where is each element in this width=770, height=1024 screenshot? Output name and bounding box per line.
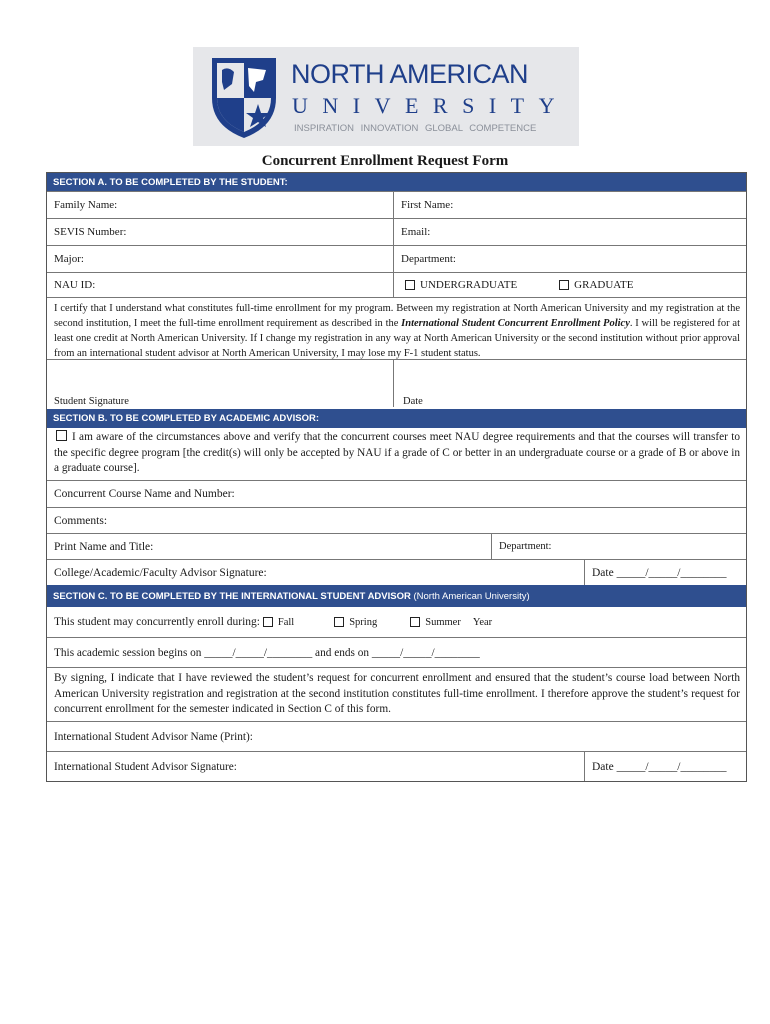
university-logo [193, 47, 579, 146]
family-name-field[interactable]: Family Name: [54, 199, 118, 211]
session-dates-field[interactable]: This academic session begins on _____/_____/________ and ends on _____/_____/________ [54, 646, 480, 659]
advisor-signature-row [47, 559, 746, 585]
student-signature-label: Student Signature [54, 396, 129, 407]
section-b-header: SECTION B. TO BE COMPLETED BY ACADEMIC ADVISOR: [47, 409, 746, 428]
term-row [47, 607, 746, 637]
student-date-field[interactable] [393, 360, 746, 407]
summer-checkbox[interactable] [410, 617, 420, 627]
comments-row [47, 507, 746, 533]
logo-line-1: NORTH AMERICAN [291, 59, 529, 89]
year-label: Year [472, 616, 493, 628]
signing-statement-text: By signing, I indicate that I have reviewed the student’s request for concurrent enrollment and ensured that the student’s course load between North American University registration and registration at the second institution constitutes full-time enrollment. I therefore approve the student’s request for concurrent enrollment for the semester indicated in Section C of this form. [54, 672, 740, 715]
student-signature-field[interactable] [47, 360, 393, 407]
section-a-header: SECTION A. TO BE COMPLETED BY THE STUDENT: [47, 173, 746, 191]
first-name-field[interactable]: First Name: [393, 192, 746, 218]
department-field[interactable]: Department: [393, 246, 746, 272]
advisor-date-field[interactable]: Date _____/_____/________ [584, 560, 746, 585]
advisor-verify-checkbox[interactable] [56, 430, 67, 441]
major-field[interactable]: Major: [54, 253, 84, 265]
signing-statement-row [47, 667, 746, 721]
spring-label: Spring [349, 616, 378, 628]
section-c-header: SECTION C. TO BE COMPLETED BY THE INTERNATIONAL STUDENT ADVISOR (North American University) [47, 585, 746, 607]
certification-row [47, 297, 746, 359]
form-title: Concurrent Enrollment Request Form [261, 153, 509, 169]
course-row [47, 480, 746, 507]
section-c-note: (North American University) [413, 590, 530, 602]
summer-label: Summer [425, 616, 461, 628]
isa-name-field[interactable]: International Student Advisor Name (Print): [54, 730, 253, 743]
advisor-signature-field[interactable]: College/Academic/Faculty Advisor Signature: [54, 566, 267, 579]
spring-checkbox[interactable] [334, 617, 344, 627]
session-row [47, 637, 746, 667]
advisor-verification-text: I am aware of the circumstances above and verify that the concurrent courses meet NAU degree requirements and that the courses will transfer to the specific degree program [the credit(s) will only be accepted by NAU if a grade of C or better in an undergraduate course or a grade of B or above in a graduate course]. [54, 431, 740, 474]
sevis-row [47, 218, 746, 245]
nau-id-field[interactable]: NAU ID: [54, 279, 96, 291]
course-name-field[interactable]: Concurrent Course Name and Number: [54, 488, 235, 500]
level-options [393, 273, 746, 297]
advisor-verification-row [47, 428, 746, 480]
enrollment-form [46, 172, 747, 782]
term-options [47, 607, 746, 637]
isa-signature-field[interactable]: International Student Advisor Signature: [54, 760, 237, 773]
signature-row [47, 359, 746, 407]
isa-name-row [47, 721, 746, 751]
enroll-during-label: This student may concurrently enroll during: [54, 616, 260, 628]
graduate-checkbox[interactable] [559, 280, 569, 290]
fall-checkbox[interactable] [263, 617, 273, 627]
nau-id-row [47, 272, 746, 297]
email-field[interactable]: Email: [393, 219, 746, 245]
print-name-row [47, 533, 746, 559]
major-row [47, 245, 746, 272]
fall-label: Fall [277, 616, 295, 628]
advisor-department-field[interactable]: Department: [491, 534, 746, 559]
shield-emblem-icon [208, 54, 280, 140]
certification-text: I certify that I understand what constitutes full-time enrollment for my program. Between my registration at North American University and my registration at the second institution, I meet the full-time enrollment requirement as described in the International Student Concurrent Enrollment Policy. I will be registered for at least one credit at North American University. If I change my registration in any way at North American University or the second institution without prior approval from an international student advisor at North American University, I may lose my F-1 student status. [54, 303, 741, 359]
print-name-field[interactable]: Print Name and Title: [54, 540, 154, 553]
student-date-label: Date [403, 396, 423, 407]
logo-line-2: UNIVERSITY [292, 93, 569, 118]
name-row [47, 191, 746, 218]
comments-field[interactable]: Comments: [54, 514, 108, 527]
graduate-label: GRADUATE [574, 279, 634, 291]
undergraduate-checkbox[interactable] [405, 280, 415, 290]
isa-signature-row [47, 751, 746, 781]
logo-tagline: INSPIRATION INNOVATION GLOBAL COMPETENCE [294, 123, 537, 134]
isa-date-field[interactable]: Date _____/_____/________ [584, 752, 746, 781]
policy-name: International Student Concurrent Enrollment Policy [401, 318, 630, 329]
sevis-number-field[interactable]: SEVIS Number: [54, 226, 127, 238]
undergraduate-label: UNDERGRADUATE [420, 279, 518, 291]
